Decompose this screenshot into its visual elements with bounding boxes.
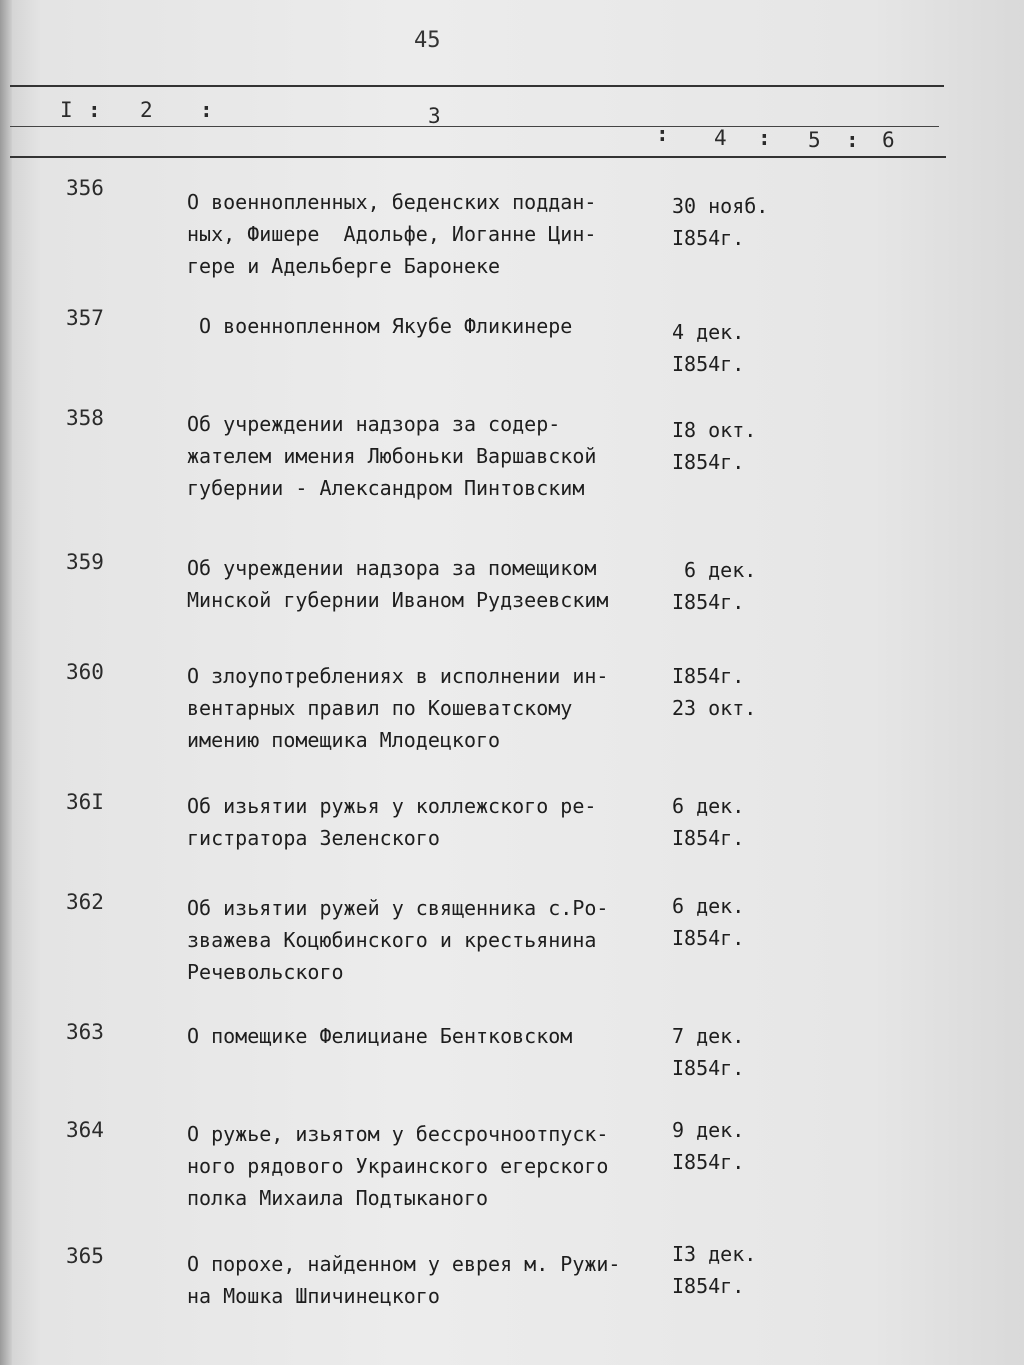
entry-title: О злоупотреблениях в исполнении ин- вентарных правил по Кошеватскому имению помещика Млодецкого — [187, 664, 609, 752]
entry-date: 6 дек. I854г. — [672, 558, 757, 614]
header-rule-bottom — [10, 156, 946, 158]
entry-title: Об изьятии ружей у священника с.Ро- зважева Коцюбинского и крестьянина Речевольского — [187, 896, 609, 984]
entry-number: 357 — [66, 306, 104, 330]
entry-title: О военнопленных, беденских поддан- ных, Фишере Адольфе, Иоганне Цин- гере и Адельберге Баронеке — [187, 190, 597, 278]
page-number: 45 — [414, 28, 441, 53]
column-header-1: I — [60, 98, 73, 122]
column-separator: : — [846, 128, 859, 152]
entry-date: 9 дек. I854г. — [672, 1118, 745, 1174]
page-edge-shadow — [0, 0, 12, 1365]
entry-date: 6 дек. I854г. — [672, 794, 745, 850]
entry-number: 356 — [66, 176, 104, 200]
column-header-2: 2 — [140, 98, 153, 122]
entry-title: О порохе, найденном у еврея м. Ружи- на Мошка Шпичинецкого — [187, 1252, 621, 1308]
header-rule-middle — [10, 126, 939, 127]
entry-date: 7 дек. I854г. — [672, 1024, 745, 1080]
column-separator: : — [88, 98, 101, 122]
column-header-3: 3 — [428, 104, 441, 128]
entry-title: О военнопленном Якубе Фликинере — [187, 314, 573, 338]
entry-date: 30 нояб. I854г. — [672, 194, 769, 250]
entry-date: I3 дек. I854г. — [672, 1242, 757, 1298]
entry-number: 360 — [66, 660, 104, 684]
entry-number: 359 — [66, 550, 104, 574]
entry-title: Об учреждении надзора за содер- жателем имения Любоньки Варшавской губернии - Александром Пинтовским — [187, 412, 597, 500]
entry-number: 362 — [66, 890, 104, 914]
entry-date: 6 дек. I854г. — [672, 894, 745, 950]
column-separator: : — [200, 98, 213, 122]
entry-title: Об учреждении надзора за помещиком Минской губернии Иваном Рудзеевским — [187, 556, 609, 612]
entry-date: I8 окт. I854г. — [672, 418, 757, 474]
entry-date: I854г. 23 окт. — [672, 664, 757, 720]
header-rule-top — [10, 85, 944, 87]
entry-title: Об изьятии ружья у коллежского ре- гистратора Зеленского — [187, 794, 597, 850]
entry-number: 358 — [66, 406, 104, 430]
column-separator: : — [758, 126, 771, 150]
column-header-4: 4 — [714, 126, 727, 150]
entry-number: 364 — [66, 1118, 104, 1142]
entry-title: О ружье, изьятом у бессрочноотпуск- ного рядового Украинского егерского полка Михаила Подтыканого — [187, 1122, 609, 1210]
column-header-5: 5 — [808, 128, 821, 152]
column-separator: : — [656, 122, 669, 146]
entry-number: 365 — [66, 1244, 104, 1268]
entry-date: 4 дек. I854г. — [672, 320, 745, 376]
entry-title: О помещике Фелициане Бентковском — [187, 1024, 573, 1048]
entry-number: 363 — [66, 1020, 104, 1044]
column-header-6: 6 — [882, 128, 895, 152]
entry-number: 36I — [66, 790, 104, 814]
